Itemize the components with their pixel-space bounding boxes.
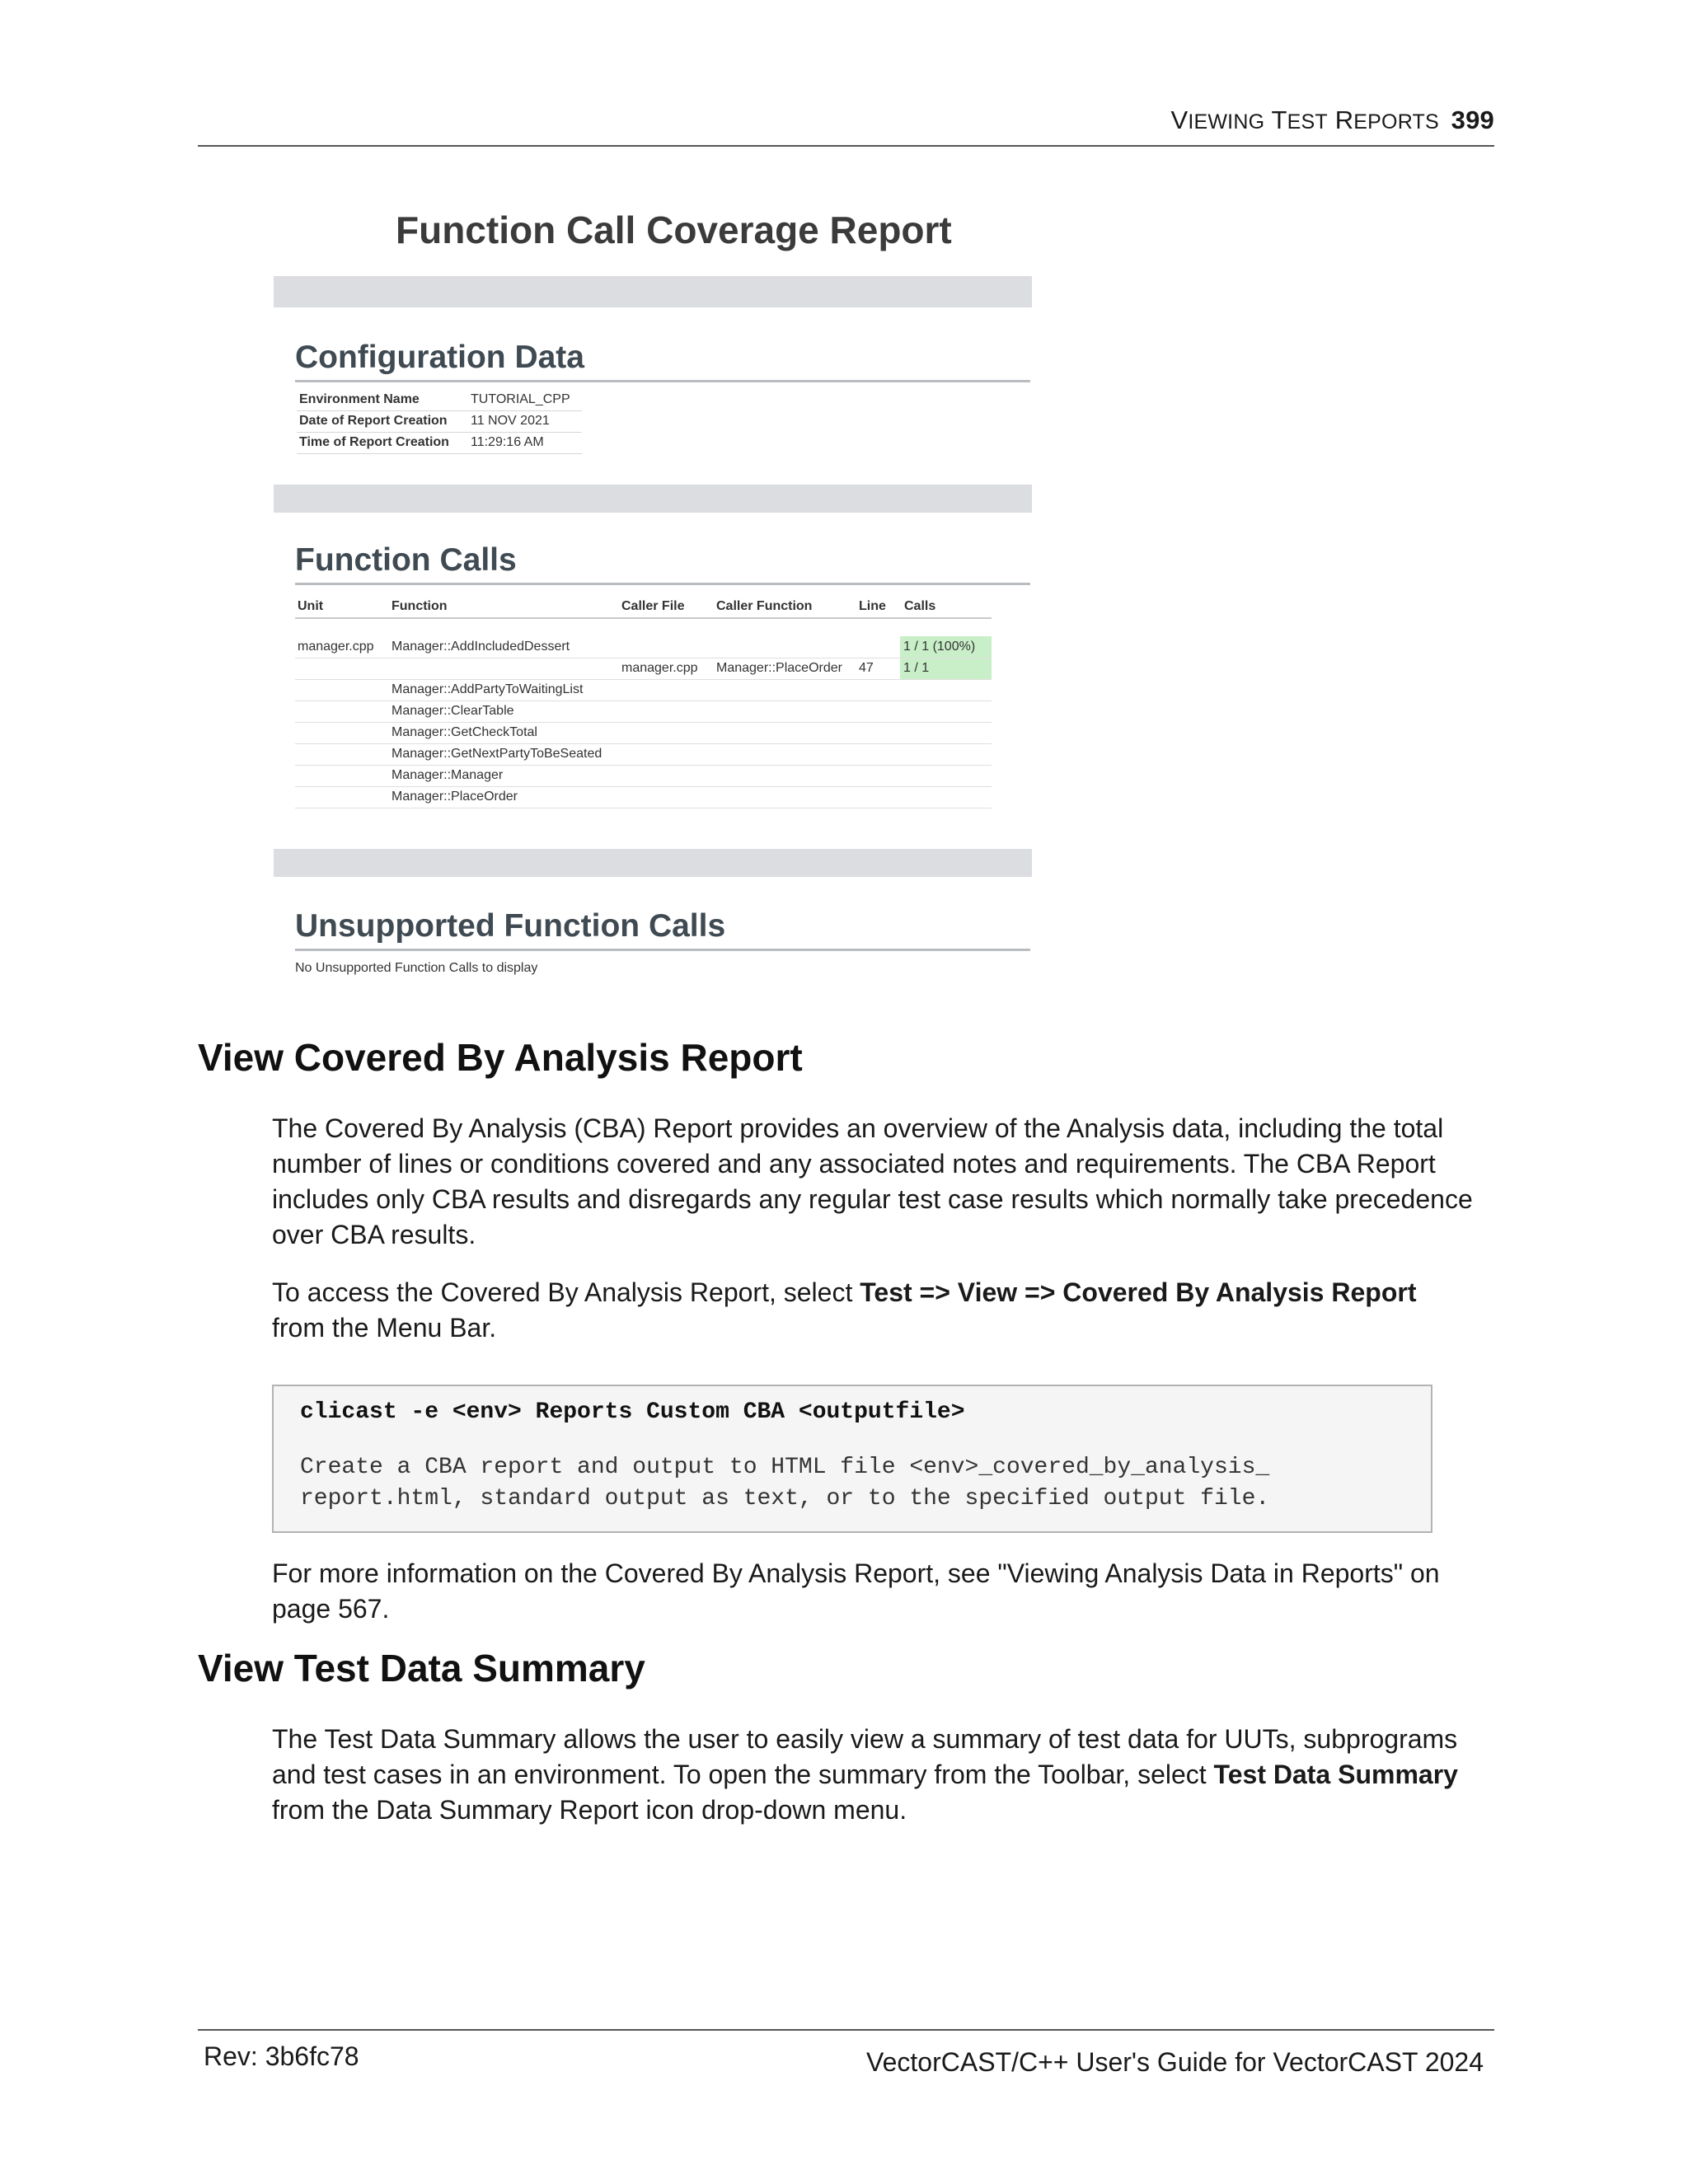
footer-divider [198, 2029, 1494, 2031]
table-row [295, 743, 992, 766]
tds-paragraph: The Test Data Summary allows the user to easily view a summary of test data for UUTs, subprograms and test cases in an environment. To open the summary from the Toolbar, select Test Data Summary from the Data Summary Report icon drop-down menu. [272, 1724, 1458, 1825]
section-heading-tds: View Test Data Summary [198, 1647, 645, 1690]
header-divider [198, 145, 1494, 147]
menu-path: Test => View => Covered By Analysis Report [860, 1277, 1417, 1307]
config-label: Environment Name [299, 392, 420, 406]
cell-caller-file: manager.cpp [621, 661, 698, 675]
section-underline [295, 583, 1030, 585]
table-row [295, 701, 992, 723]
cell-function: Manager::GetCheckTotal [392, 725, 537, 739]
unsupported-note: No Unsupported Function Calls to display [295, 961, 538, 975]
table-row [295, 658, 992, 680]
section-band [274, 849, 1032, 877]
section-underline [295, 949, 1030, 951]
cell-line: 47 [859, 661, 874, 675]
coverage-cell-covered: 1 / 1 [900, 658, 992, 679]
report-title: Function Call Coverage Report [396, 209, 952, 251]
coverage-cell-covered: 1 / 1 (100%) [900, 636, 992, 658]
column-header-function: Function [392, 599, 448, 613]
running-header [1170, 105, 1494, 135]
cell-function: Manager::AddIncludedDessert [392, 640, 570, 654]
cell-function: Manager::Manager [392, 768, 504, 782]
config-row [297, 389, 582, 411]
cba-access-paragraph: To access the Covered By Analysis Report, select Test => View => Covered By Analysis Report from the Menu Bar. [272, 1277, 1417, 1343]
configuration-heading: Configuration Data [295, 340, 584, 375]
column-header-unit: Unit [298, 599, 324, 613]
table-row [295, 679, 992, 701]
cell-caller-function: Manager::PlaceOrder [716, 661, 842, 675]
column-header-caller-file: Caller File [621, 599, 685, 613]
header-word: TEST [1271, 105, 1328, 134]
function-call-coverage-report [272, 198, 1034, 989]
column-header-line: Line [859, 599, 886, 613]
config-value: 11 NOV 2021 [471, 414, 550, 428]
cell-function: Manager::AddPartyToWaitingList [392, 682, 584, 696]
config-row [297, 432, 582, 454]
config-label: Date of Report Creation [299, 414, 448, 428]
cba-reference-paragraph: For more information on the Covered By Analysis Report, see "Viewing Analysis Data in Reports" on page 567. [272, 1558, 1440, 1624]
cba-intro-paragraph: The Covered By Analysis (CBA) Report provides an overview of the Analysis data, including the total number of lines or conditions covered and any associated notes and requirements. The CBA Report includes only CBA results and disregards any regular test case results which normally take precedence over CBA results. [272, 1113, 1473, 1249]
section-band [274, 485, 1032, 513]
table-row [295, 786, 992, 808]
table-header-divider [295, 617, 992, 619]
column-header-caller-function: Caller Function [716, 599, 813, 613]
column-header-calls: Calls [904, 599, 936, 613]
cell-function: Manager::PlaceOrder [392, 790, 518, 804]
section-heading-cba: View Covered By Analysis Report [198, 1036, 803, 1079]
section-underline [295, 380, 1030, 382]
header-word: VIEWING [1170, 105, 1265, 134]
table-row [295, 765, 992, 787]
cell-unit: manager.cpp [298, 640, 374, 654]
cell-function: Manager::ClearTable [392, 704, 514, 718]
cell-function: Manager::GetNextPartyToBeSeated [392, 747, 603, 761]
unsupported-heading: Unsupported Function Calls [295, 908, 726, 944]
page-number: 399 [1451, 105, 1494, 134]
section-band [274, 276, 1032, 307]
code-block [272, 1385, 1432, 1533]
code-description: Create a CBA report and output to HTML file <env>_covered_by_analysis_ report.html, standard output as text, or to the specified output file. [300, 1455, 1270, 1511]
function-calls-heading: Function Calls [295, 542, 517, 578]
toolbar-item-name: Test Data Summary [1213, 1760, 1458, 1789]
code-command: clicast -e <env> Reports Custom CBA <outputfile> [300, 1399, 965, 1425]
config-label: Time of Report Creation [299, 435, 449, 449]
table-row [295, 636, 992, 658]
footer-guide-title: VectorCAST/C++ User's Guide for VectorCAST 2024 [866, 2047, 1484, 2077]
footer-revision: Rev: 3b6fc78 [204, 2041, 359, 2071]
table-row [295, 722, 992, 744]
config-row [297, 410, 582, 433]
config-value: 11:29:16 AM [471, 435, 544, 449]
header-word: REPORTS [1334, 105, 1439, 134]
config-value: TUTORIAL_CPP [471, 392, 570, 406]
